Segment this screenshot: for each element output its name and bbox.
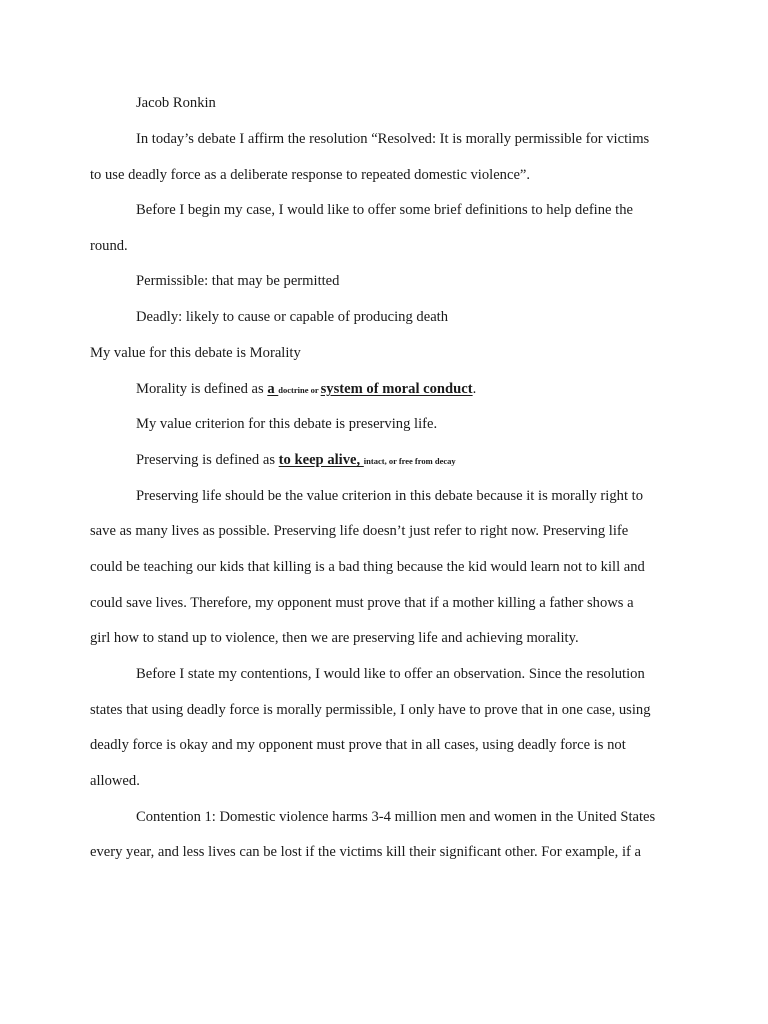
author-name: Jacob Ronkin [136, 95, 216, 111]
morality-system: system of moral conduct [320, 381, 473, 397]
morality-article: a [267, 381, 279, 397]
definition-morality [136, 380, 476, 399]
paragraph-line: Preserving life should be the value criterion in this debate because it is morally right to [136, 488, 643, 504]
preserving-prefix: Preserving is defined as [136, 452, 279, 468]
paragraph-line: In today’s debate I affirm the resolution “Resolved: It is morally permissible for victims [136, 131, 650, 147]
definition-permissible: Permissible: that may be permitted [136, 273, 340, 289]
preserving-rest: intact, or free from decay [363, 456, 456, 466]
paragraph-line: deadly force is okay and my opponent must prove that in all cases, using deadly force is not [90, 737, 626, 753]
definition-deadly: Deadly: likely to cause or capable of producing death [136, 309, 449, 325]
paragraph-line: round. [90, 238, 128, 254]
morality-prefix: Morality is defined as [136, 381, 268, 397]
definition-preserving [136, 451, 456, 470]
preserving-keep-alive: to keep alive, [278, 452, 364, 468]
value-statement: My value for this debate is Morality [90, 345, 301, 361]
criterion-statement: My value criterion for this debate is preserving life. [136, 416, 438, 432]
paragraph-line: Before I state my contentions, I would like to offer an observation. Since the resolution [136, 666, 645, 682]
paragraph-line: could be teaching our kids that killing is a bad thing because the kid would learn not to kill and [90, 559, 645, 575]
morality-doctrine: doctrine or [278, 385, 321, 395]
paragraph-line: states that using deadly force is morally permissible, I only have to prove that in one case, using [90, 702, 651, 718]
contention-line: every year, and less lives can be lost if the victims kill their significant other. For example, if a [90, 844, 641, 860]
morality-suffix: . [472, 381, 477, 397]
paragraph-line: allowed. [90, 773, 140, 789]
contention-line: Contention 1: Domestic violence harms 3-4 million men and women in the United States [136, 809, 656, 825]
paragraph-line: to use deadly force as a deliberate response to repeated domestic violence”. [90, 167, 531, 183]
paragraph-line: save as many lives as possible. Preserving life doesn’t just refer to right now. Preserving life [90, 523, 629, 539]
paragraph-line: could save lives. Therefore, my opponent must prove that if a mother killing a father shows a [90, 595, 634, 611]
paragraph-line: girl how to stand up to violence, then we are preserving life and achieving morality. [90, 630, 579, 646]
paragraph-line: Before I begin my case, I would like to offer some brief definitions to help define the [136, 202, 633, 218]
